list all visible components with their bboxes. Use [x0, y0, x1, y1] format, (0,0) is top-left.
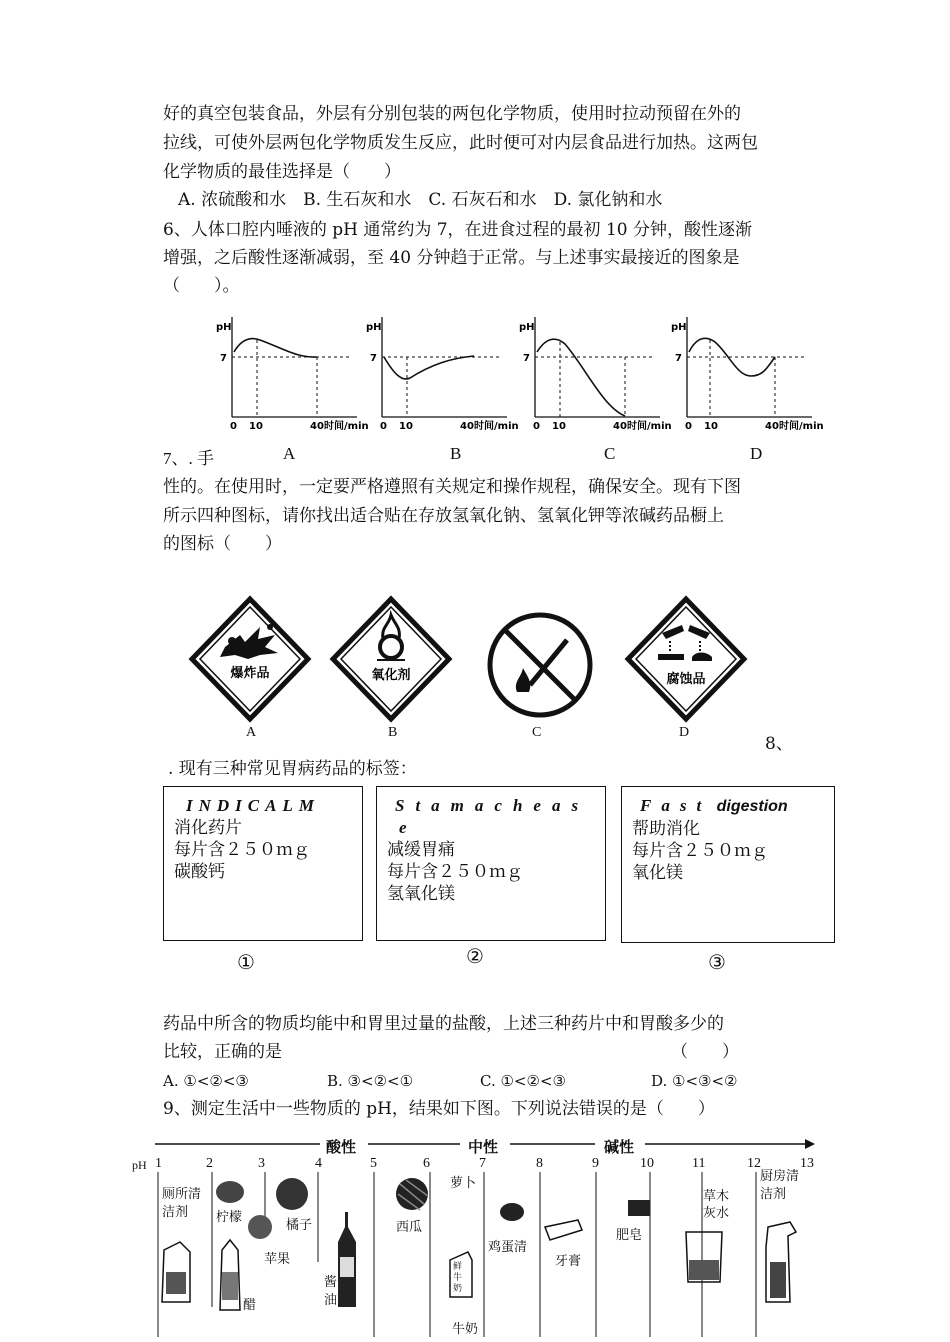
neutral-label: 中性	[464, 1136, 502, 1157]
lemon-icon	[216, 1181, 244, 1203]
drug-label-2: Stamacheas e 减缓胃痛 每片含２５０ｍｇ 氢氧化镁	[376, 786, 606, 941]
drug-label-1: INDICALM 消化药片 每片含２５０ｍｇ 碳酸钙	[163, 786, 363, 941]
intro-line-3: 化学物质的最佳选择是（ ）	[163, 162, 401, 182]
graph-label-b: B	[450, 444, 462, 463]
q8-option-b: B. ③<②<①	[327, 1072, 414, 1090]
intro-line-2: 拉线，可使外层两包化学物质发生反应，此时便可对内层食品进行加热。这两包	[163, 133, 758, 153]
flame-over-circle-icon	[377, 615, 405, 660]
q7-line-1: 性的。在使用时，一定要严格遵照有关规定和操作规程，确保安全。现有下图	[163, 477, 741, 497]
toilet-cleaner-icon	[162, 1242, 190, 1302]
ph-scale-figure: 酸性 中性 碱性 pH 1 2 3 4 5 6 7 8 9 10 11 12 13 厕所清洁剂 柠檬 橘子 苹果 醋 酱油 西瓜 萝卜 鲜牛奶 牛奶 鸡蛋清 牙膏 肥皂 草木灰水 厨房清洁剂	[132, 1138, 814, 1337]
egg-white-label: 鸡蛋清	[488, 1240, 528, 1255]
svg-text:腐蚀品: 腐蚀品	[666, 672, 706, 687]
svg-text:10: 10	[552, 421, 566, 432]
svg-text:时间/min: 时间/min	[779, 421, 824, 432]
toilet-cleaner-label: 厕所清洁剂	[162, 1187, 202, 1220]
egg-white-icon	[500, 1203, 524, 1221]
orange-icon	[276, 1178, 308, 1210]
svg-text:40: 40	[613, 421, 627, 432]
svg-text:10: 10	[704, 421, 718, 432]
label-mark-2: ②	[466, 944, 484, 968]
toothpaste-icon	[545, 1220, 582, 1240]
ph-graph-d	[667, 312, 824, 442]
ash-water-beaker-icon	[686, 1232, 722, 1282]
ash-water-label: 草木灰水	[703, 1189, 730, 1221]
orange-label: 橘子	[286, 1218, 313, 1233]
svg-text:7: 7	[675, 353, 682, 364]
q5-options: A. 浓硫酸和水 B. 生石灰和水 C. 石灰石和水 D. 氯化钠和水	[178, 190, 663, 210]
watermelon-label: 西瓜	[396, 1220, 423, 1235]
soap-label: 肥皂	[616, 1228, 643, 1243]
svg-text:pH: pH	[366, 322, 382, 333]
svg-text:时间/min: 时间/min	[627, 421, 672, 432]
q6-line-1: 6、人体口腔内唾液的 pH 通常约为 7，在进食过程的最初 10 分钟，酸性逐渐	[163, 220, 752, 240]
corrosive-sign	[626, 597, 746, 726]
drug-label-3: Fast digestion 帮助消化 每片含２５０ｍｇ 氧化镁	[621, 786, 835, 943]
kitchen-cleaner-icon	[766, 1222, 796, 1302]
soy-sauce-icon	[338, 1212, 356, 1307]
milk-carton-label: 鲜牛奶	[453, 1262, 463, 1294]
watermelon-icon	[396, 1178, 428, 1210]
q8-question-1: 药品中所含的物质均能中和胃里过量的盐酸，上述三种药片中和胃酸多少的	[163, 1014, 724, 1034]
apple-icon	[248, 1215, 272, 1239]
q7-line-3: 的图标（ ）	[163, 534, 282, 554]
explosive-sign	[190, 597, 310, 726]
svg-text:时间/min: 时间/min	[474, 421, 519, 432]
kitchen-cleaner-label: 厨房清洁剂	[760, 1169, 800, 1202]
svg-text:10: 10	[399, 421, 413, 432]
label-mark-3: ③	[708, 950, 726, 974]
label-mark-1: ①	[237, 950, 255, 974]
svg-text:0: 0	[685, 421, 692, 432]
q8-option-d: D. ①<③<②	[651, 1072, 738, 1090]
svg-text:0: 0	[533, 421, 540, 432]
drug-name-3: Fast	[640, 796, 712, 815]
acid-label: 酸性	[322, 1136, 360, 1157]
radish-label: 萝卜	[450, 1176, 477, 1191]
apple-label: 苹果	[264, 1252, 291, 1267]
corrosion-icon	[658, 625, 712, 661]
q8-number: 8、	[765, 734, 793, 754]
svg-text:氧化剂: 氧化剂	[371, 668, 411, 683]
vinegar-bottle-icon	[220, 1240, 240, 1310]
lemon-label: 柠檬	[216, 1210, 243, 1225]
q7-head: 7、. 手	[163, 449, 214, 468]
sign-label-d: D	[679, 725, 690, 740]
svg-text:pH: pH	[671, 322, 687, 333]
q9-line-1: 9、测定生活中一些物质的 pH，结果如下图。下列说法错误的是（ ）	[163, 1099, 715, 1119]
sign-label-c: C	[532, 725, 542, 740]
q6-line-3: （ ）。	[163, 276, 240, 296]
graph-label-d: D	[750, 444, 763, 463]
sign-label-b: B	[388, 725, 398, 740]
base-label: 碱性	[600, 1136, 638, 1157]
ph-graph-c	[515, 312, 672, 442]
svg-text:40: 40	[765, 421, 779, 432]
svg-text:时间/min: 时间/min	[324, 421, 369, 432]
oxidizer-sign	[331, 597, 451, 726]
svg-text:0: 0	[380, 421, 387, 432]
drug-name-2: Stamacheas	[395, 796, 590, 815]
svg-text:0: 0	[230, 421, 237, 432]
no-smoking-sign	[485, 610, 595, 724]
svg-text:7: 7	[220, 353, 227, 364]
graph-label-c: C	[604, 444, 616, 463]
svg-text:40: 40	[460, 421, 474, 432]
q8-line-1: . 现有三种常见胃病药品的标签：	[168, 759, 417, 779]
graph-label-a: A	[283, 444, 296, 463]
drug-name-1: INDICALM	[186, 796, 320, 815]
svg-text:pH: pH	[519, 322, 535, 333]
ph-graph-b	[362, 312, 519, 442]
svg-text:40: 40	[310, 421, 324, 432]
svg-text:7: 7	[370, 353, 377, 364]
q8-paren: （ ）	[671, 1042, 739, 1062]
vinegar-label: 醋	[243, 1298, 257, 1313]
milk-label: 牛奶	[452, 1322, 479, 1337]
sign-label-a: A	[246, 725, 257, 740]
svg-text:7: 7	[523, 353, 530, 364]
q6-line-2: 增强，之后酸性逐渐减弱，至 40 分钟趋于正常。与上述事实最接近的图象是	[163, 248, 740, 268]
intro-line-1: 好的真空包装食品，外层有分别包装的两包化学物质，使用时拉动预留在外的	[163, 104, 741, 124]
q8-question-2: 比较，正确的是	[163, 1042, 282, 1062]
q8-option-a: A. ①<②<③	[163, 1072, 249, 1090]
ph-graph-a	[212, 312, 369, 442]
svg-text:爆炸品: 爆炸品	[230, 666, 270, 681]
q7-line-2: 所示四种图标，请你找出适合贴在存放氢氧化钠、氢氧化钾等浓碱药品橱上	[163, 506, 724, 526]
toothpaste-label: 牙膏	[555, 1254, 582, 1269]
graph-ylabel: pH	[216, 322, 232, 333]
svg-text:10: 10	[249, 421, 263, 432]
soap-icon	[628, 1200, 650, 1216]
soy-sauce-label: 酱油	[324, 1275, 338, 1308]
q8-option-c: C. ①<②<③	[480, 1072, 566, 1090]
